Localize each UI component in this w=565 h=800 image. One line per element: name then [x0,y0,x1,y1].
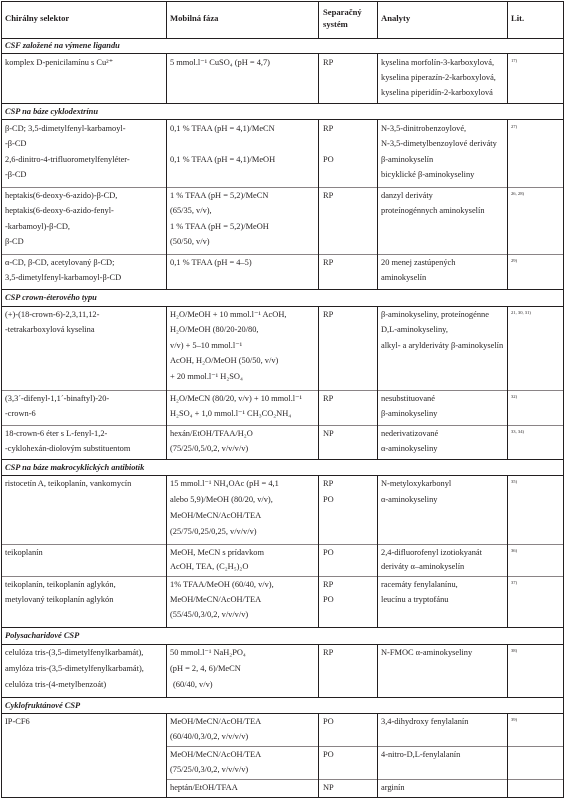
analyte-cell: leucínu a tryptofánu [381,595,449,604]
analyte-cell: kyselina morfolín-3-karboxylová, [381,58,495,67]
header-separation-system: Separačný [323,7,362,17]
reference-cell: 21, 30, 31) [511,310,531,315]
reference-cell: 32) [511,394,518,399]
system-cell: PO [323,155,334,164]
reference-cell: 26, 28) [511,191,525,196]
analyte-cell: N-3,5-dinitrobenzoylové, [381,124,467,133]
mobile-phase-cell: 1 % TFAA (pH = 5,2)/MeOH [170,222,269,231]
mobile-phase-cell: alebo 5,9)/MeOH (80/20, v/v), [170,495,273,504]
row-divider [1,425,564,426]
system-cell: PO [323,595,334,604]
reference-cell: 39) [511,717,518,722]
section-divider [1,697,564,698]
column-divider [507,119,508,289]
analyte-cell: racemáty fenylalanínu, [381,580,458,589]
system-cell: RP [323,58,334,67]
column-divider [166,53,167,103]
column-divider [318,1,319,38]
header-selector: Chirálny selektor [5,13,70,23]
mobile-phase-cell: (75/25/0,3/0,2, v/v/v/v) [170,765,249,774]
mobile-phase-cell: H₂O/MeCN (80/20, v/v) + 10 mmol.l⁻¹ [170,394,303,403]
row-divider [1,390,564,391]
mobile-phase-cell: (65/35, v/v), [170,206,212,215]
column-divider [377,713,378,797]
system-cell: PO [323,548,334,557]
selector-cell: IP-CF6 [5,717,30,726]
mobile-phase-cell: H₂SO₄ + 1,0 mmol.l⁻¹ CH₃CO₂NH₄ [170,409,292,418]
system-cell: PO [323,717,334,726]
column-divider [318,53,319,103]
row-divider [1,576,564,577]
analyte-cell: β-aminokyselín [381,155,434,164]
selector-cell: amylóza tris-(3,5-dimetylfenylkarbamát), [5,664,144,673]
column-divider [507,1,508,38]
reference-cell: 29) [511,258,518,263]
column-divider [507,644,508,697]
analyte-cell: proteínogénnych aminokyselín [381,206,485,215]
column-divider [507,306,508,459]
mobile-phase-cell: (55/45/0,3/0,2, v/v/v/v) [170,610,249,619]
analyte-cell: N-metyloxykarbonyl [381,479,452,488]
selector-cell: teikoplanín, teikoplanín aglykón, [5,580,116,589]
row-divider [1,544,564,545]
mobile-phase-cell: (60/40/0,3/0,2, v/v/v/v) [170,732,249,741]
mobile-phase-cell: 1% TFAA/MeOH (60/40, v/v), [170,580,274,589]
reference-cell: 17) [511,58,518,63]
column-divider [318,475,319,627]
mobile-phase-cell: (60/40, v/v) [173,680,213,689]
column-divider [318,306,319,459]
column-divider [166,1,167,38]
mobile-phase-cell: MeOH/MeCN/AcOH/TEA [170,511,262,520]
section-divider [1,289,564,290]
mobile-phase-cell: 0,1 % TFAA (pH = 4,1)/MeOH [170,155,276,164]
mobile-phase-cell: 1 % TFAA (pH = 5,2)/MeCN [170,191,269,200]
column-divider [507,53,508,103]
section-heading: CSP crown-éterového typu [5,293,97,302]
analyte-cell: nederivatizované [381,429,439,438]
column-divider [507,713,508,797]
column-divider [377,1,378,38]
analyte-cell: α-aminokyseliny [381,495,438,504]
selector-cell: (+)-(18-crown-6)-2,3,11,12- [5,310,100,319]
table-top-border [1,1,564,2]
header-analytes: Analyty [381,13,411,23]
table-bottom-border [1,797,564,798]
analyte-cell: bicyklické β-aminokyseliny [381,170,475,179]
mobile-phase-cell: 50 mmol.l⁻¹ NaH₂PO₄ [170,648,246,657]
column-divider [507,475,508,627]
selector-cell: teikoplanín [5,548,43,557]
mobile-phase-cell: H₂O/MeOH (80/20-20/80, [170,325,259,334]
selector-cell: heptakis(6-deoxy-6-azido-fenyl- [5,206,114,215]
mobile-phase-cell: MeOH/MeCN/AcOH/TEA [170,717,262,726]
mobile-phase-cell: hexán/EtOH/TFAA/H₂O [170,429,253,438]
section-heading: Polysacharidové CSP [5,631,80,640]
selector-cell: -crown-6 [5,409,36,418]
analyte-cell: β-aminokyseliny [381,409,438,418]
header-bottom-border [1,38,564,39]
column-divider [166,119,167,289]
section-divider [1,627,564,628]
selector-cell: β-CD [5,237,24,246]
row-divider [166,746,564,747]
selector-cell: komplex D-penicilamínu s Cu²⁺ [5,58,114,67]
analyte-cell: aminokyselín [381,273,427,282]
section-divider [1,119,564,120]
column-divider [166,475,167,627]
mobile-phase-cell: MeOH/MeCN/AcOH/TEA [170,595,262,604]
selector-cell: α-CD, β-CD, acetylovaný β-CD; [5,258,115,267]
column-divider [377,119,378,289]
mobile-phase-cell: 15 mmol.l⁻¹ NH₄OAc (pH = 4,1 [170,479,279,488]
column-divider [377,306,378,459]
table-left-border [1,1,2,797]
analyte-cell: arginín [381,783,405,792]
system-cell: PO [323,495,334,504]
section-divider [1,306,564,307]
section-divider [1,103,564,104]
selector-cell: β-CD; 3,5-dimetylfenyl-karbamoyl- [5,124,126,133]
selector-cell: (3,3´-difenyl-1,1´-binaftyl)-20- [5,394,110,403]
analyte-cell: N-3,5-dimetylbenzoylové deriváty [381,139,497,148]
section-divider [1,713,564,714]
mobile-phase-cell: (75/25/0,5/0,2, v/v/v/v) [170,444,249,453]
selector-cell: ristocetín A, teikoplanín, vankomycín [5,479,132,488]
analyte-cell: 3,4-dihydroxy fenylalanín [381,717,469,726]
system-cell: RP [323,191,334,200]
system-cell: RP [323,124,334,133]
analyte-cell: kyselina piperazín-2-karboxylová, [381,73,496,82]
column-divider [166,713,167,797]
system-cell: RP [323,580,334,589]
analyte-cell: 4-nitro-D,L-fenylalanín [381,750,461,759]
selector-cell: 18-crown-6 éter s L-fenyl-1,2- [5,429,108,438]
mobile-phase-cell: AcOH, TEA, (C₂H₅)₂O [170,562,249,571]
row-divider [166,779,564,780]
system-cell: RP [323,648,334,657]
column-divider [318,713,319,797]
section-divider [1,475,564,476]
analyte-cell: deriváty α–aminokyselín [381,562,465,571]
mobile-phase-cell: (25/75/0,25/0,25, v/v/v/v) [170,527,257,536]
section-heading: CSF založené na výmene ligandu [5,41,120,50]
reference-cell: 37) [511,580,518,585]
selector-cell: 2,6-dinitro-4-trifluorometylfenyléter- [5,155,130,164]
analyte-cell: alkyl- a arylderiváty β-aminokyselín [381,341,504,350]
section-heading: CSP na báze makrocyklických antibiotík [5,463,145,472]
analyte-cell: nesubstituované [381,394,435,403]
section-divider [1,459,564,460]
mobile-phase-cell: MeOH/MeCN/AcOH/TEA [170,750,262,759]
selector-cell: celulóza tris-(3,5-dimetylfenylkarbamát), [5,648,144,657]
selector-cell: -β-CD [5,139,27,148]
analyte-cell: kyselina piperidín-2-karboxylová [381,88,493,97]
column-divider [318,119,319,289]
selector-cell: -tetrakarboxylová kyselina [5,325,95,334]
analyte-cell: α-aminokyseliny [381,444,438,453]
mobile-phase-cell: heptán/EtOH/TFAA [170,783,238,792]
table-right-border [563,1,564,797]
selector-cell: -cyklohexán-diolovým substituentom [5,444,131,453]
selector-cell: -β-CD [5,170,27,179]
analyte-cell: 20 menej zastúpených [381,258,456,267]
mobile-phase-cell: AcOH, H₂O/MeOH (50/50, v/v) [170,356,279,365]
system-cell: RP [323,258,334,267]
analyte-cell: 2,4-difluorofenyl izotiokyanát [381,548,482,557]
system-cell: PO [323,750,334,759]
analyte-cell: D,L-aminokyseliny, [381,325,448,334]
reference-cell: 35) [511,479,518,484]
column-divider [377,644,378,697]
column-divider [377,53,378,103]
system-cell: RP [323,394,334,403]
selector-cell: celulóza tris-(4-metylbenzoát) [5,680,107,689]
column-divider [318,644,319,697]
system-cell: RP [323,479,334,488]
selector-cell: 3,5-dimetylfenyl-karbamoyl-β-CD [5,273,122,282]
analyte-cell: β-aminokyseliny, proteínogénne [381,310,489,319]
section-heading: Cyklofruktánové CSP [5,701,81,710]
reference-cell: 27) [511,124,518,129]
column-divider [166,306,167,459]
mobile-phase-cell: 5 mmol.l⁻¹ CuSO₄ (pH = 4,7) [170,58,270,67]
mobile-phase-cell: v/v) + 5–10 mmol.l⁻¹ [170,341,243,350]
analyte-cell: N-FMOC α-aminokyseliny [381,648,473,657]
header-mobile-phase: Mobilná fáza [170,13,219,23]
system-cell: NP [323,429,334,438]
section-divider [1,644,564,645]
section-heading: CSP na báze cyklodextrínu [5,107,98,116]
header-separation-system-line2: systém [323,19,348,29]
mobile-phase-cell: H₂O/MeOH + 10 mmol.l⁻¹ AcOH, [170,310,287,319]
mobile-phase-cell: MeOH, MeCN s prídavkom [170,548,264,557]
selector-cell: metylovaný teikoplanín aglykón [5,595,114,604]
reference-cell: 36) [511,548,518,553]
row-divider [1,254,564,255]
column-divider [166,644,167,697]
reference-cell: 33, 34) [511,429,525,434]
mobile-phase-cell: (50/50, v/v) [170,237,210,246]
mobile-phase-cell: (pH = 2, 4, 6)/MeCN [170,664,241,673]
system-cell: NP [323,783,334,792]
column-divider [377,475,378,627]
analyte-cell: danzyl deriváty [381,191,433,200]
mobile-phase-cell: + 20 mmol.l⁻¹ H₂SO₄ [170,372,243,381]
row-divider [1,187,564,188]
header-lit: Lit. [511,13,525,23]
reference-cell: 38) [511,648,518,653]
system-cell: RP [323,310,334,319]
mobile-phase-cell: 0,1 % TFAA (pH = 4–5) [170,258,252,267]
section-divider [1,53,564,54]
selector-cell: -karbamoyl)-β-CD, [5,222,70,231]
selector-cell: heptakis(6-deoxy-6-azido)-β-CD, [5,191,118,200]
mobile-phase-cell: 0,1 % TFAA (pH = 4,1)/MeCN [170,124,275,133]
